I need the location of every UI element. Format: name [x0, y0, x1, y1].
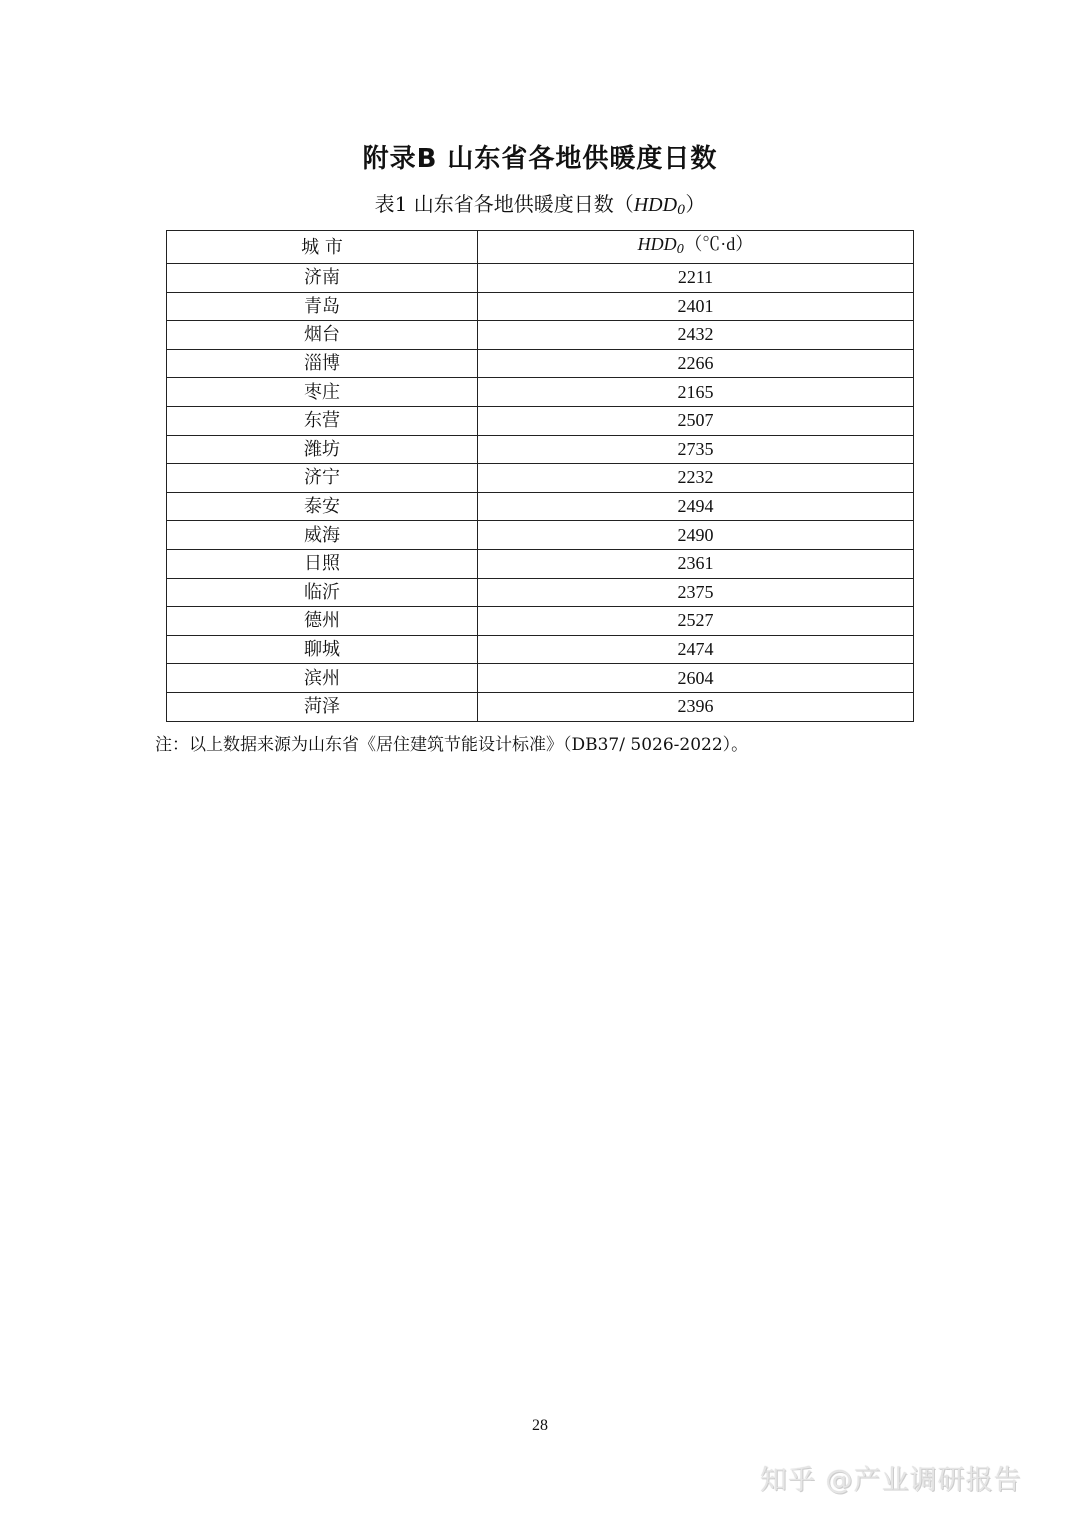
hdd-value-cell: 2735 — [478, 435, 914, 464]
header-hdd-symbol: HDD — [637, 234, 677, 254]
table-row — [167, 406, 914, 435]
hdd-value-cell: 2401 — [478, 292, 914, 321]
table-row — [167, 692, 914, 721]
city-cell: 青岛 — [167, 292, 478, 321]
table-row — [167, 635, 914, 664]
table-row — [167, 492, 914, 521]
table-body — [167, 264, 914, 722]
hdd-value-cell: 2494 — [478, 492, 914, 521]
header-hdd-subscript: 0 — [676, 242, 685, 256]
caption-prefix: 表1 山东省各地供暖度日数（ — [374, 192, 634, 216]
city-cell: 济宁 — [167, 464, 478, 493]
table-row — [167, 321, 914, 350]
hdd-value-cell: 2490 — [478, 521, 914, 550]
city-cell: 德州 — [167, 607, 478, 636]
city-cell: 济南 — [167, 264, 478, 293]
table-row — [167, 549, 914, 578]
table-row — [167, 435, 914, 464]
hdd-value-cell: 2432 — [478, 321, 914, 350]
hdd-value-cell: 2266 — [478, 349, 914, 378]
hdd-value-cell: 2232 — [478, 464, 914, 493]
header-hdd — [478, 231, 914, 264]
city-cell: 菏泽 — [167, 692, 478, 721]
city-cell: 临沂 — [167, 578, 478, 607]
city-cell: 潍坊 — [167, 435, 478, 464]
caption-subscript: 0 — [677, 203, 686, 218]
table-row — [167, 664, 914, 693]
city-cell: 泰安 — [167, 492, 478, 521]
caption-symbol: HDD — [633, 194, 678, 216]
table-row — [167, 264, 914, 293]
city-cell: 滨州 — [167, 664, 478, 693]
hdd-value-cell: 2165 — [478, 378, 914, 407]
city-cell: 聊城 — [167, 635, 478, 664]
table-row — [167, 464, 914, 493]
city-cell: 烟台 — [167, 321, 478, 350]
city-cell: 威海 — [167, 521, 478, 550]
table-row — [167, 349, 914, 378]
source-note: 注：以上数据来源为山东省《居住建筑节能设计标准》（DB37/ 5026-2022）。 — [155, 735, 749, 755]
header-hdd-unit: （℃·d） — [684, 234, 754, 254]
hdd-table — [166, 230, 914, 722]
hdd-value-cell: 2361 — [478, 549, 914, 578]
hdd-value-cell: 2507 — [478, 406, 914, 435]
hdd-value-cell: 2396 — [478, 692, 914, 721]
hdd-value-cell: 2604 — [478, 664, 914, 693]
table-row — [167, 292, 914, 321]
city-cell: 东营 — [167, 406, 478, 435]
city-cell: 枣庄 — [167, 378, 478, 407]
watermark: 知乎 @产业调研报告 — [760, 1465, 1022, 1496]
table-row — [167, 578, 914, 607]
city-cell: 日照 — [167, 549, 478, 578]
table-header-row — [167, 231, 914, 264]
city-cell: 淄博 — [167, 349, 478, 378]
caption-suffix: ） — [685, 192, 706, 216]
hdd-value-cell: 2375 — [478, 578, 914, 607]
table-row — [167, 521, 914, 550]
page-number: 28 — [532, 1417, 548, 1434]
table-row — [167, 607, 914, 636]
hdd-value-cell: 2211 — [478, 264, 914, 293]
appendix-title: 附录B 山东省各地供暖度日数 — [362, 144, 718, 174]
hdd-value-cell: 2474 — [478, 635, 914, 664]
header-city: 城 市 — [167, 231, 478, 264]
table-caption — [0, 188, 1080, 218]
hdd-value-cell: 2527 — [478, 607, 914, 636]
table-row — [167, 378, 914, 407]
